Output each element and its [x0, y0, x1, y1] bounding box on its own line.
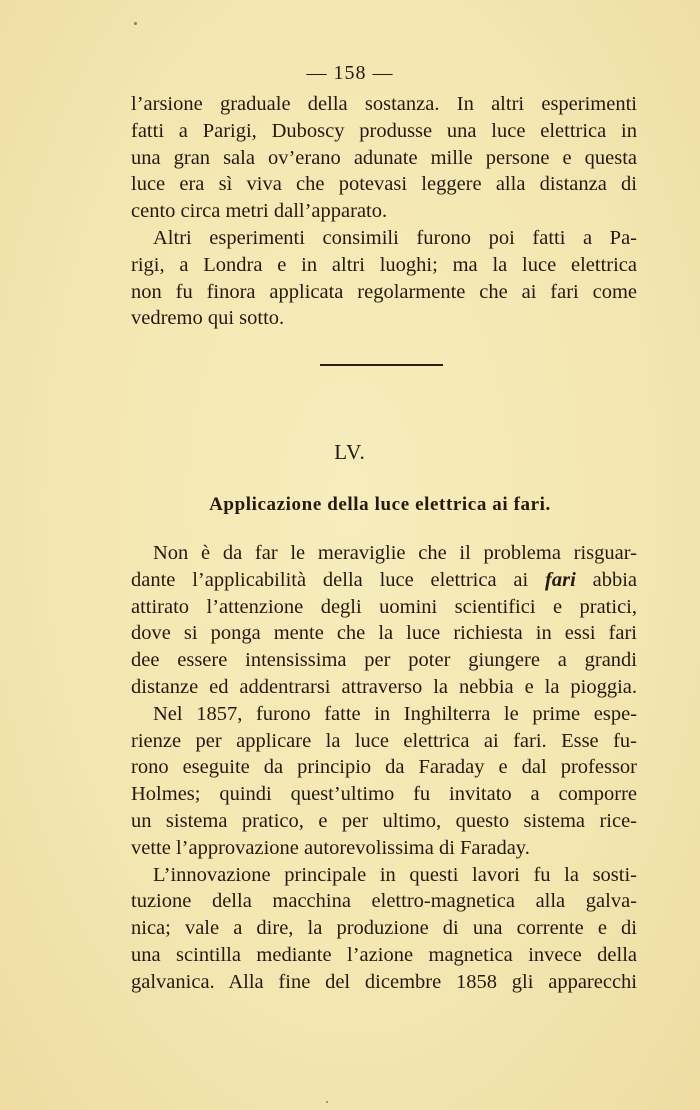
section-divider	[320, 364, 443, 366]
paper-speck	[326, 1101, 328, 1103]
text-line: un sistema pratico, e per ultimo, questo sistema rice-	[131, 809, 637, 832]
text-line: Altri esperimenti consimili furono poi fatti a Pa-	[153, 226, 637, 249]
chapter-title: Applicazione della luce elettrica ai fari.	[209, 494, 551, 515]
text-line: attirato l’attenzione degli uomini scientifici e pratici,	[131, 595, 637, 618]
text-line: dove si ponga mente che la luce richiesta in essi fari	[131, 622, 637, 645]
text-line: tuzione della macchina elettro-magnetica alla galva-	[131, 890, 637, 913]
text-line: una gran sala ov’erano adunate mille persone e questa	[131, 146, 637, 169]
text-line: Non è da far le meraviglie che il problema risguar-	[153, 542, 637, 564]
text-line: l’arsione graduale della sostanza. In altri esperimenti	[131, 93, 637, 115]
paragraph-continued	[131, 91, 637, 332]
page-number: — 158 —	[306, 62, 394, 84]
text-line: cento circa metri dall’apparato.	[131, 200, 388, 223]
text-line: fatti a Parigi, Duboscy produsse una luce elettrica in	[131, 119, 637, 142]
text-line: dee essere intensissima per poter giungere a grandi	[131, 649, 637, 672]
text-line: non fu finora applicata regolarmente che ai fari come	[131, 280, 637, 303]
text-line: distanze ed addentrarsi attraverso la nebbia e la pioggia.	[131, 675, 637, 698]
text-line: nica; vale a dire, la produzione di una corrente e di	[131, 917, 637, 940]
paper-speck	[134, 22, 137, 25]
text-line: dante l’applicabilità della luce elettrica ai fari abbia	[131, 568, 637, 591]
text-line: vedremo qui sotto.	[131, 307, 285, 330]
text-line: rienze per applicare la luce elettrica ai fari. Esse fu-	[131, 729, 637, 752]
text-line: luce era sì viva che potevasi leggere alla distanza di	[131, 173, 637, 196]
body-text	[131, 540, 637, 996]
text-line: una scintilla mediante l’azione magnetica invece della	[131, 943, 637, 966]
text-line: Nel 1857, furono fatte in Inghilterra le prime espe-	[153, 702, 637, 725]
text-line: rono eseguite da principio da Faraday e dal professor	[131, 756, 637, 779]
chapter-number: LV.	[334, 440, 366, 464]
text-line: L’innovazione principale in questi lavori fu la sosti-	[153, 863, 637, 886]
text-line: vette l’approvazione autorevolissima di Faraday.	[131, 836, 530, 859]
text-line: rigi, a Londra e in altri luoghi; ma la luce elettrica	[131, 253, 637, 276]
text-line: Holmes; quindi quest’ultimo fu invitato a comporre	[131, 783, 637, 806]
text-line: galvanica. Alla fine del dicembre 1858 gli apparecchi	[131, 970, 637, 993]
